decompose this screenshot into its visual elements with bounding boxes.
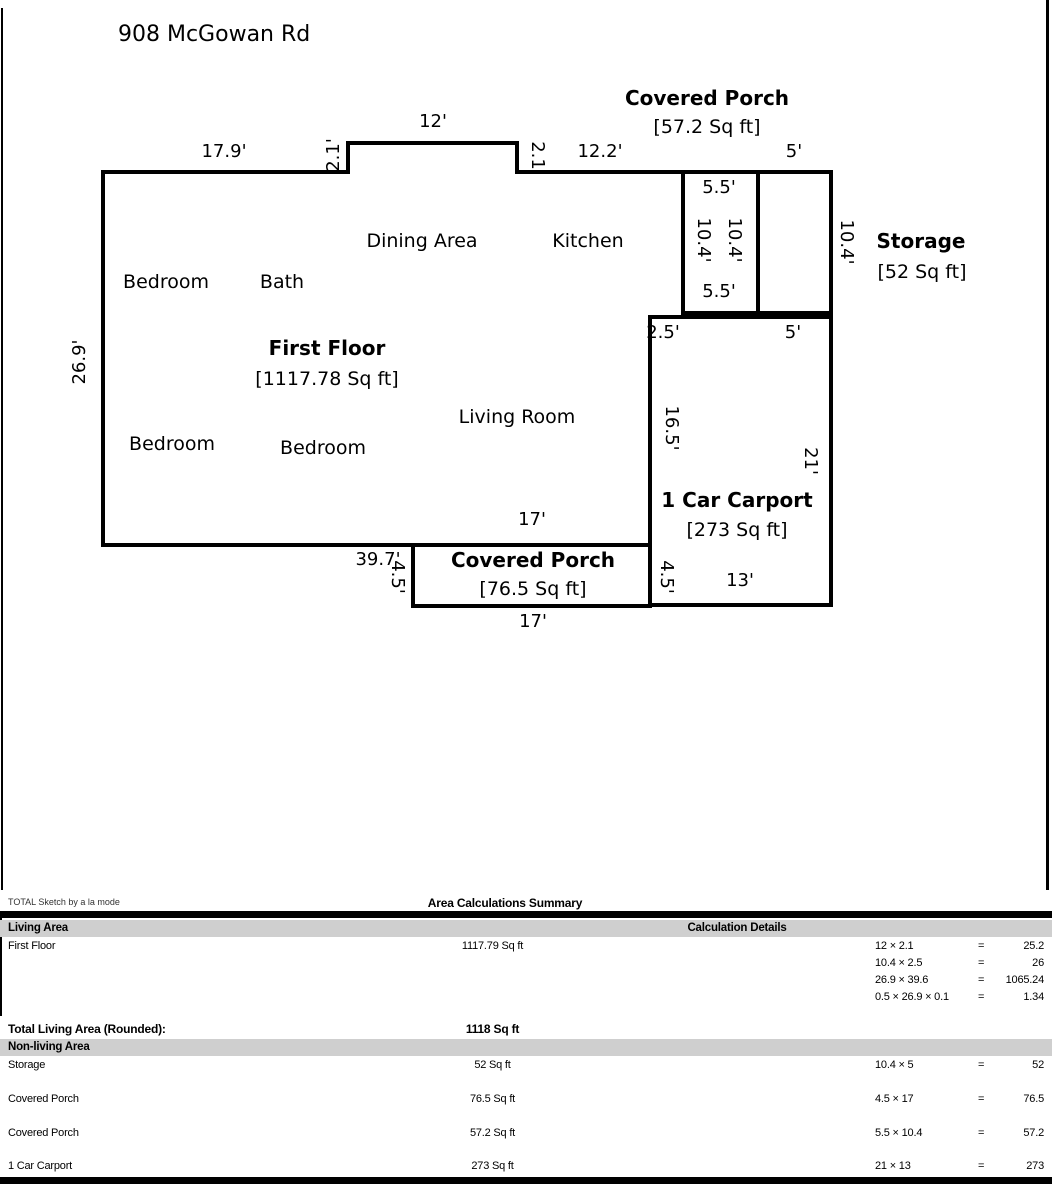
calc-result: 1.34 bbox=[1023, 991, 1044, 1003]
row-carport-area: 273 Sq ft bbox=[471, 1160, 514, 1172]
calc-result: 25.2 bbox=[1023, 940, 1044, 952]
storage-title: Storage bbox=[876, 229, 966, 253]
calculation-details-header: Calculation Details bbox=[687, 922, 787, 934]
dim-26-9ft: 26.9' bbox=[69, 339, 91, 385]
dim-17-9ft: 17.9' bbox=[201, 141, 247, 162]
row-covered-porch-2-area: 57.2 Sq ft bbox=[469, 1127, 516, 1139]
nonliving-area-band bbox=[0, 1039, 1052, 1056]
calc-result: 52 bbox=[1032, 1059, 1044, 1071]
calc-result: 76.5 bbox=[1023, 1093, 1044, 1105]
calc-expr: 10.4 × 2.5 bbox=[875, 957, 923, 969]
address-label: 908 McGowan Rd bbox=[118, 22, 311, 47]
dim-4-5ft-carport: 4.5' bbox=[655, 560, 677, 594]
dim-2-5ft: 2.5' bbox=[646, 322, 680, 343]
dim-5-5ft-bottom: 5.5' bbox=[702, 281, 736, 302]
dim-17ft-below-porch: 17' bbox=[519, 611, 547, 632]
dim-10-4ft-b: 10.4' bbox=[723, 217, 745, 263]
calc-result: 57.2 bbox=[1023, 1127, 1044, 1139]
calc-equals: = bbox=[978, 957, 985, 969]
calc-result: 1065.24 bbox=[1005, 974, 1044, 986]
covered-porch-top-title: Covered Porch bbox=[624, 86, 790, 110]
calc-equals: = bbox=[978, 940, 985, 952]
brand-label: TOTAL Sketch by a la mode bbox=[8, 897, 120, 907]
room-label-dining-area: Dining Area bbox=[366, 230, 478, 252]
dim-39-7ft: 39.7' bbox=[355, 549, 401, 570]
calc-equals: = bbox=[978, 1093, 985, 1105]
dim-21ft: 21' bbox=[799, 447, 821, 475]
dim-10-4ft-storage: 10.4' bbox=[835, 219, 857, 265]
carport-title: 1 Car Carport bbox=[661, 488, 813, 512]
calc-equals: = bbox=[978, 974, 985, 986]
table-top-bar bbox=[0, 911, 1052, 918]
row-covered-porch-1-name: Covered Porch bbox=[8, 1093, 79, 1105]
dim-10-4ft-a: 10.4' bbox=[692, 217, 714, 263]
calc-expr: 5.5 × 10.4 bbox=[875, 1127, 923, 1139]
calc-result: 26 bbox=[1032, 957, 1044, 969]
carport-area: [273 Sq ft] bbox=[686, 519, 788, 541]
total-living-value: 1118 Sq ft bbox=[465, 1022, 520, 1036]
calc-equals: = bbox=[978, 1127, 985, 1139]
room-label-bedroom-1: Bedroom bbox=[123, 271, 209, 293]
row-storage-area: 52 Sq ft bbox=[474, 1059, 511, 1071]
dim-12-2ft: 12.2' bbox=[577, 141, 623, 162]
room-label-bedroom-2: Bedroom bbox=[129, 433, 215, 455]
dim-5ft-top: 5' bbox=[785, 141, 803, 162]
covered-porch-top-area: [57.2 Sq ft] bbox=[653, 116, 761, 138]
calc-expr: 10.4 × 5 bbox=[875, 1059, 914, 1071]
row-first-floor-area: 1117.79 Sq ft bbox=[461, 940, 524, 952]
calc-expr: 12 × 2.1 bbox=[875, 940, 914, 952]
total-living-label: Total Living Area (Rounded): bbox=[8, 1022, 166, 1036]
row-carport-name: 1 Car Carport bbox=[8, 1160, 73, 1172]
living-area-header: Living Area bbox=[8, 922, 68, 934]
room-label-kitchen: Kitchen bbox=[552, 230, 624, 252]
dim-2-1ft-left: 2.1' bbox=[323, 138, 345, 172]
dim-13ft: 13' bbox=[726, 570, 754, 591]
dim-2-1ft-right: 2.1' bbox=[526, 141, 548, 175]
room-label-bedroom-3: Bedroom bbox=[280, 437, 366, 459]
dim-5ft-carport: 5' bbox=[784, 322, 802, 343]
row-first-floor-name: First Floor bbox=[8, 940, 56, 952]
row-covered-porch-1-area: 76.5 Sq ft bbox=[469, 1093, 516, 1105]
table-bottom-bar bbox=[0, 1177, 1052, 1184]
covered-porch-bottom-title: Covered Porch bbox=[450, 548, 616, 572]
first-floor-area: [1117.78 Sq ft] bbox=[255, 368, 399, 390]
calc-expr: 0.5 × 26.9 × 0.1 bbox=[875, 991, 949, 1003]
calc-expr: 4.5 × 17 bbox=[875, 1093, 914, 1105]
dim-17ft-above-porch: 17' bbox=[518, 509, 546, 530]
calc-result: 273 bbox=[1026, 1160, 1044, 1172]
calc-equals: = bbox=[978, 1160, 985, 1172]
calc-expr: 26.9 × 39.6 bbox=[875, 974, 929, 986]
dim-4-5ft-porch: 4.5' bbox=[386, 560, 408, 594]
row-covered-porch-2-name: Covered Porch bbox=[8, 1127, 79, 1139]
table-title: Area Calculations Summary bbox=[427, 896, 583, 910]
room-label-bath: Bath bbox=[259, 271, 305, 293]
calc-equals: = bbox=[978, 991, 985, 1003]
nonliving-area-header: Non-living Area bbox=[8, 1041, 90, 1053]
row-storage-name: Storage bbox=[8, 1059, 46, 1071]
first-floor-title: First Floor bbox=[268, 336, 386, 360]
living-area-band bbox=[0, 920, 1052, 937]
calc-expr: 21 × 13 bbox=[875, 1160, 911, 1172]
covered-porch-bottom-area: [76.5 Sq ft] bbox=[479, 578, 587, 600]
dim-12ft: 12' bbox=[419, 111, 447, 132]
dim-16-5ft: 16.5' bbox=[660, 405, 682, 451]
room-label-living-room: Living Room bbox=[458, 406, 576, 428]
dim-5-5ft-top: 5.5' bbox=[702, 177, 736, 198]
storage-area: [52 Sq ft] bbox=[877, 261, 967, 283]
calc-equals: = bbox=[978, 1059, 985, 1071]
